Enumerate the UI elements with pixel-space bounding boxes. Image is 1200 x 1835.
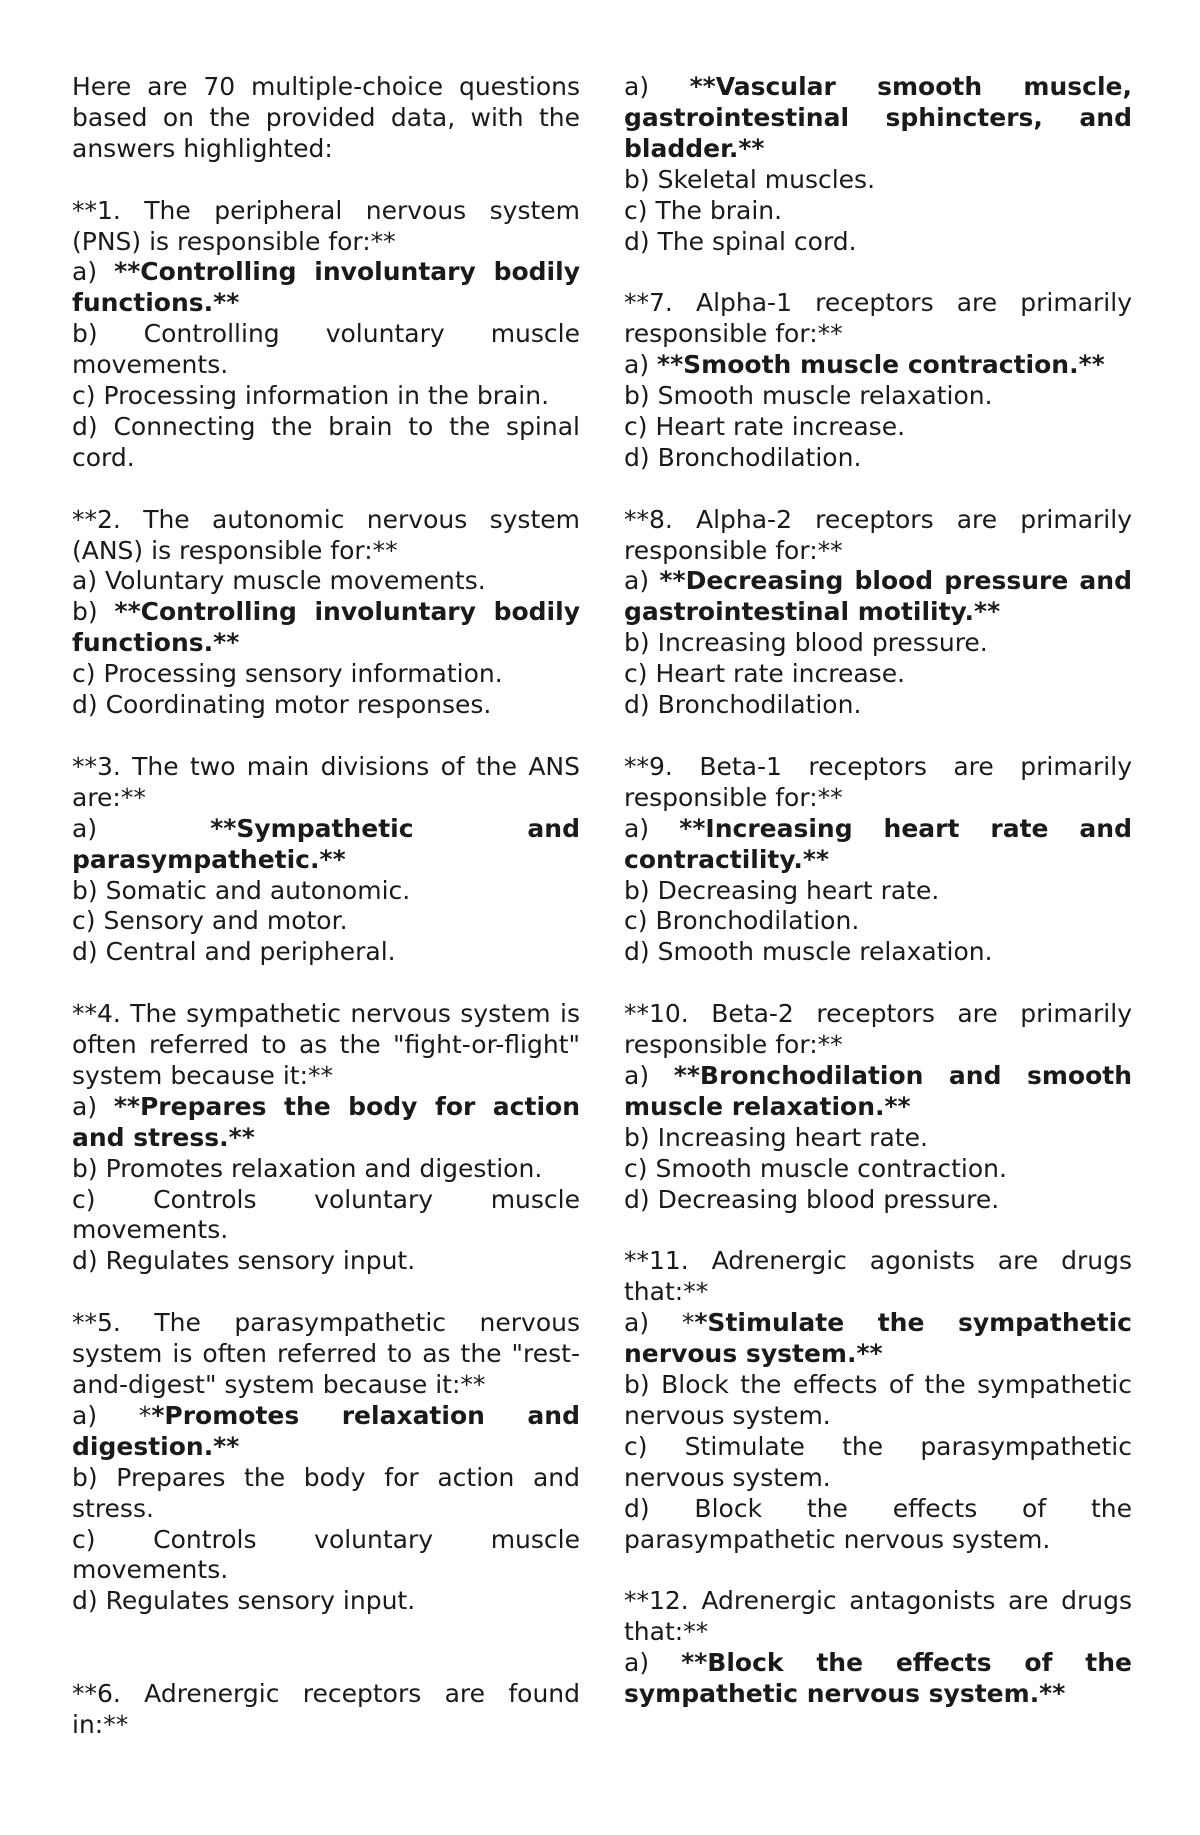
- question-prompt: **8. Alpha-2 receptors are primarily responsible for:**: [624, 504, 1132, 565]
- answer-option: [72, 257, 580, 319]
- highlighted-answer: *Stimulate the sympathetic nervous system.**: [624, 1308, 1132, 1369]
- answer-prefix: a): [72, 257, 115, 287]
- question-9: [624, 752, 1132, 968]
- answer-option: [624, 72, 1132, 165]
- option-d: d) Block the effects of the parasympathetic nervous system.: [624, 1493, 1132, 1554]
- option-c: c) Processing information in the brain.: [72, 381, 550, 411]
- question-7: [624, 288, 1132, 473]
- question-1: [72, 196, 580, 474]
- question-prompt: **7. Alpha-1 receptors are primarily responsible for:**: [624, 288, 1132, 349]
- option-b: b) Prepares the body for action and stress.: [72, 1462, 580, 1523]
- answer-option: [624, 1061, 1132, 1123]
- answer-prefix: a) *: [624, 1308, 695, 1338]
- answer-option: [624, 1648, 1132, 1710]
- option-c: c) Heart rate increase.: [624, 411, 906, 441]
- option-b: b) Decreasing heart rate.: [624, 875, 940, 905]
- option-c: c) Controls voluntary muscle movements.: [72, 1184, 580, 1245]
- option-b: b) Smooth muscle relaxation.: [624, 381, 993, 411]
- question-prompt: **6. Adrenergic receptors are found in:**: [72, 1679, 580, 1739]
- option-d: d) The spinal cord.: [624, 226, 857, 256]
- highlighted-answer: **Sympathetic and parasympathetic.**: [72, 813, 580, 874]
- option-d: d) Regulates sensory input.: [72, 1586, 416, 1616]
- answer-option: [624, 566, 1132, 628]
- option-d: d) Bronchodilation.: [624, 690, 862, 720]
- question-10: [624, 999, 1132, 1215]
- question-3: [72, 752, 580, 968]
- question-11: [624, 1246, 1132, 1555]
- question-prompt: **1. The peripheral nervous system (PNS) is responsible for:**: [72, 195, 580, 256]
- question-prompt: **3. The two main divisions of the ANS are:**: [72, 751, 580, 812]
- highlighted-answer: **Bronchodilation and smooth muscle relaxation.**: [624, 1060, 1132, 1121]
- answer-option: [624, 1308, 1132, 1370]
- option-b: b) Promotes relaxation and digestion.: [72, 1153, 543, 1183]
- option-d: d) Bronchodilation.: [624, 442, 862, 472]
- intro-paragraph: [72, 72, 580, 165]
- option-c: c) Smooth muscle contraction.: [624, 1153, 1007, 1183]
- question-12: [624, 1586, 1132, 1710]
- highlighted-answer: **Controlling involuntary bodily functions.**: [72, 257, 580, 318]
- option-c: c) Sensory and motor.: [72, 906, 348, 936]
- answer-option: [624, 350, 1132, 381]
- highlighted-answer: **Controlling involuntary bodily functions.**: [72, 597, 580, 658]
- question-prompt: **4. The sympathetic nervous system is often referred to as the "fight-or-flight" system because it:**: [72, 999, 580, 1090]
- question-6: [72, 1679, 580, 1741]
- option-d: d) Decreasing blood pressure.: [624, 1184, 1000, 1214]
- option-b: b) Controlling voluntary muscle movements.: [72, 319, 580, 380]
- answer-prefix: a): [624, 1648, 682, 1678]
- answer-option: [72, 597, 580, 659]
- answer-option: [72, 814, 580, 876]
- answer-prefix: a): [72, 813, 211, 843]
- question-2: [72, 505, 580, 721]
- highlighted-answer: **Vascular smooth muscle, gastrointestinal sphincters, and bladder.**: [624, 72, 1132, 163]
- option-c: c) Stimulate the parasympathetic nervous system.: [624, 1431, 1132, 1492]
- option-b: b) Somatic and autonomic.: [72, 875, 411, 905]
- answer-prefix: a): [624, 350, 658, 380]
- highlighted-answer: **Decreasing blood pressure and gastrointestinal motility.**: [624, 566, 1132, 627]
- option-b: b) Increasing heart rate.: [624, 1122, 928, 1152]
- answer-option: [72, 1092, 580, 1154]
- question-prompt: **12. Adrenergic antagonists are drugs that:**: [624, 1586, 1132, 1647]
- question-8: [624, 505, 1132, 721]
- answer-prefix: b): [72, 597, 115, 627]
- highlighted-answer: *Promotes relaxation and digestion.**: [72, 1400, 580, 1461]
- highlighted-answer: **Smooth muscle contraction.**: [657, 350, 1105, 380]
- highlighted-answer: **Increasing heart rate and contractility.**: [624, 813, 1132, 874]
- left-column: [72, 72, 580, 1772]
- right-column: [624, 72, 1132, 1741]
- question-5: [72, 1308, 580, 1617]
- option-c: c) The brain.: [624, 195, 783, 225]
- answer-prefix: a): [72, 1091, 114, 1121]
- option-b: b) Skeletal muscles.: [624, 164, 876, 194]
- answer-prefix: a): [624, 1060, 674, 1090]
- option-d: d) Smooth muscle relaxation.: [624, 937, 993, 967]
- question-prompt: **10. Beta-2 receptors are primarily responsible for:**: [624, 999, 1132, 1060]
- option-c: c) Heart rate increase.: [624, 659, 906, 689]
- option-d: d) Regulates sensory input.: [72, 1246, 416, 1276]
- option-d: d) Connecting the brain to the spinal cord.: [72, 411, 580, 472]
- question-prompt: **11. Adrenergic agonists are drugs that:**: [624, 1246, 1132, 1307]
- question-prompt: **5. The parasympathetic nervous system is often referred to as the "rest-and-digest" system because it:**: [72, 1308, 580, 1399]
- option-d: d) Coordinating motor responses.: [72, 690, 492, 720]
- option-b: b) Increasing blood pressure.: [624, 628, 988, 658]
- answer-option: [72, 1401, 580, 1463]
- question-prompt: **9. Beta-1 receptors are primarily responsible for:**: [624, 751, 1132, 812]
- question-4: [72, 999, 580, 1277]
- highlighted-answer: **Prepares the body for action and stress.**: [72, 1091, 580, 1152]
- answer-prefix: a) *: [72, 1400, 152, 1430]
- option-c: c) Processing sensory information.: [72, 659, 503, 689]
- option-b: b) Block the effects of the sympathetic nervous system.: [624, 1369, 1132, 1430]
- intro-text: Here are 70 multiple-choice questions based on the provided data, with the answers highlighted:: [72, 72, 580, 163]
- option-a: a) Voluntary muscle movements.: [72, 566, 486, 596]
- answer-prefix: a): [624, 813, 680, 843]
- option-c: c) Controls voluntary muscle movements.: [72, 1524, 580, 1585]
- option-d: d) Central and peripheral.: [72, 937, 396, 967]
- answer-prefix: a): [624, 566, 660, 596]
- answer-option: [624, 814, 1132, 876]
- question-prompt: **2. The autonomic nervous system (ANS) is responsible for:**: [72, 504, 580, 565]
- highlighted-answer: **Block the effects of the sympathetic nervous system.**: [624, 1648, 1132, 1709]
- question-6-options: [624, 72, 1132, 257]
- option-c: c) Bronchodilation.: [624, 906, 860, 936]
- answer-prefix: a): [624, 72, 690, 101]
